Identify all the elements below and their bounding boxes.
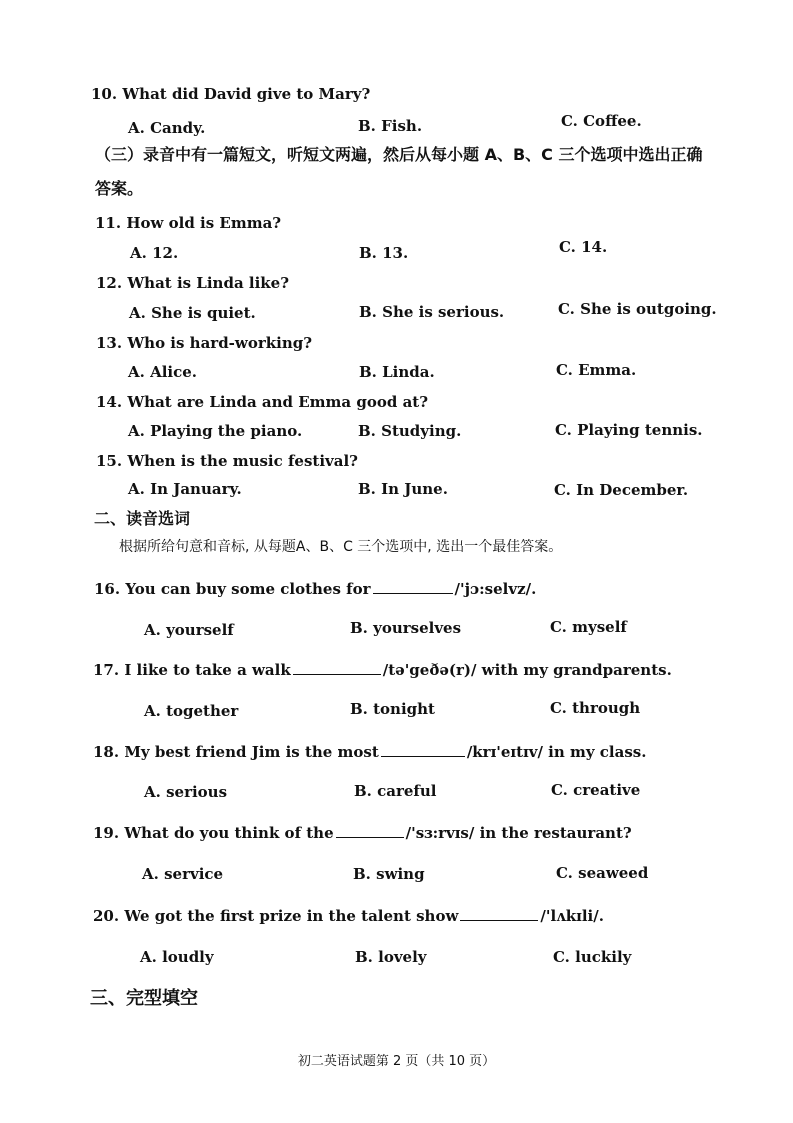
answer-blank [293,660,381,675]
option-15-b: B. In June. [358,480,448,498]
option-12-b: B. She is serious. [359,303,505,321]
question-11: 11. How old is Emma? [95,214,282,232]
option-13-a: A. Alice. [128,363,198,381]
option-17-c: C. through [550,699,641,717]
question-16-text: 16. You can buy some clothes for [94,580,371,598]
question-20 [93,906,604,925]
option-20-b: B. lovely [355,948,427,966]
option-10-c: C. Coffee. [561,112,642,130]
question-20-text: 20. We got the first prize in the talent show [93,907,459,925]
answer-blank [460,906,538,921]
option-18-c: C. creative [551,781,641,799]
question-16-phonetic: /'jɔ:selvz/. [454,580,537,598]
question-10: 10. What did David give to Mary? [91,85,371,103]
question-19-phonetic: /'sɜ:rvɪs/ in the restaurant? [405,824,632,842]
option-14-b: B. Studying. [358,422,462,440]
question-13: 13. Who is hard-working? [96,334,312,352]
option-16-a: A. yourself [144,621,234,639]
option-14-c: C. Playing tennis. [555,421,703,439]
answer-blank [381,742,465,757]
question-18 [93,742,646,761]
question-18-text: 18. My best friend Jim is the most [93,743,379,761]
question-17-text: 17. I like to take a walk [93,661,291,679]
option-13-b: B. Linda. [359,363,435,381]
section-2-instruction: 根据所给句意和音标, 从每题A、B、C 三个选项中, 选出一个最佳答案。 [119,539,563,555]
option-11-a: A. 12. [130,244,179,262]
option-18-a: A. serious [144,783,228,801]
question-20-phonetic: /'lʌkɪli/. [540,907,604,925]
question-18-phonetic: /krɪ'eɪtɪv/ in my class. [466,743,647,761]
option-11-c: C. 14. [559,238,608,256]
option-10-a: A. Candy. [128,119,206,137]
option-16-c: C. myself [550,618,627,636]
option-12-c: C. She is outgoing. [558,300,717,318]
option-20-a: A. loudly [140,948,214,966]
option-13-c: C. Emma. [556,361,637,379]
option-20-c: C. luckily [553,948,632,966]
section-2-title: 二、读音选词 [94,509,191,528]
question-15: 15. When is the music festival? [96,452,358,470]
option-11-b: B. 13. [359,244,409,262]
question-12: 12. What is Linda like? [96,274,290,292]
option-18-b: B. careful [354,782,437,800]
option-12-a: A. She is quiet. [129,304,256,322]
option-10-b: B. Fish. [358,117,423,135]
option-16-b: B. yourselves [350,619,462,637]
page-footer: 初二英语试题第 2 页（共 10 页） [297,1054,496,1069]
part3-instruction-line1: （三）录音中有一篇短文，听短文两遍，然后从每小题 A、B、C 三个选项中选出正确 [95,145,703,164]
option-15-c: C. In December. [554,481,689,499]
option-19-a: A. service [142,865,224,883]
option-19-b: B. swing [353,865,425,883]
part3-instruction-line2: 答案。 [95,179,144,198]
question-16 [94,579,536,598]
option-15-a: A. In January. [128,480,242,498]
option-17-b: B. tonight [350,700,435,718]
answer-blank [336,823,404,838]
option-17-a: A. together [144,702,239,720]
question-14: 14. What are Linda and Emma good at? [96,393,429,411]
section-3-title: 三、完型填空 [90,988,198,1009]
question-19 [93,823,632,842]
option-19-c: C. seaweed [556,864,649,882]
option-14-a: A. Playing the piano. [128,422,303,440]
answer-blank [373,579,453,594]
question-17 [93,660,672,679]
question-17-phonetic: /tə'geðə(r)/ with my grandparents. [382,661,672,679]
question-19-text: 19. What do you think of the [93,824,334,842]
